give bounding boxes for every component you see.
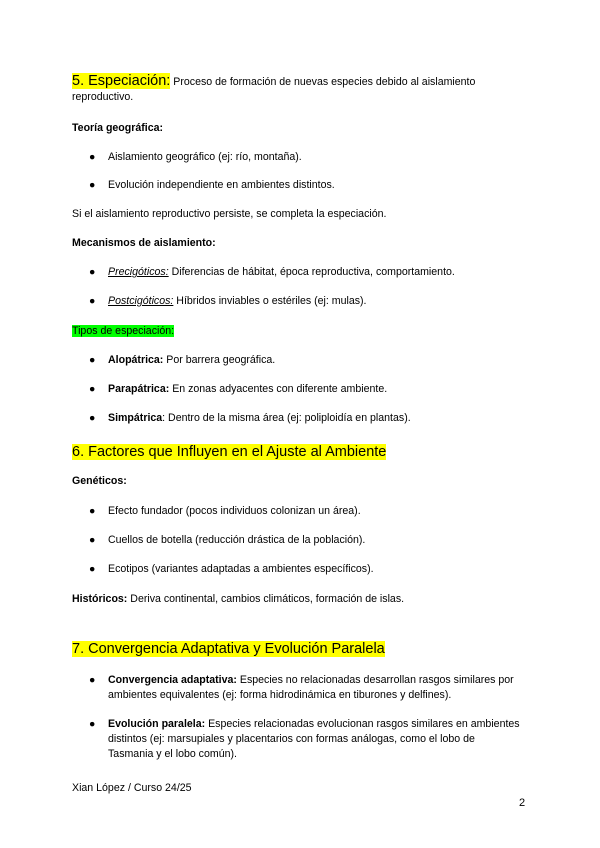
list-item-text: : Dentro de la misma área (ej: poliploidía en plantas). xyxy=(162,412,411,424)
list-item xyxy=(89,294,522,309)
persist-paragraph: Si el aislamiento reproductivo persiste, se completa la especiación. xyxy=(72,208,387,220)
bullet-icon: ● xyxy=(89,295,96,307)
bullet-icon: ● xyxy=(89,563,96,575)
bullet-icon: ● xyxy=(89,412,96,424)
term-label: Históricos: xyxy=(72,593,128,605)
section-5-description: Proceso de formación de nuevas especies debido al aislamiento reproductivo. xyxy=(72,76,476,103)
bullet-icon: ● xyxy=(89,179,96,191)
list-item xyxy=(89,717,522,762)
page-number: 2 xyxy=(519,797,526,809)
term-label: Alopátrica: xyxy=(108,354,164,366)
list-item-text: Ecotipos (variantes adaptadas a ambientes específicos). xyxy=(108,563,374,575)
list-item-text: Efecto fundador (pocos individuos colonizan un área). xyxy=(108,505,361,517)
list-item-text: Diferencias de hábitat, época reproductiva, comportamiento. xyxy=(168,266,455,278)
term-label: Parapátrica: xyxy=(108,383,170,395)
section-7-title: 7. Convergencia Adaptativa y Evolución Paralela xyxy=(72,641,385,657)
term-label: Convergencia adaptativa: xyxy=(108,674,237,686)
bullet-icon: ● xyxy=(89,674,96,686)
tipos-heading: Tipos de especiación: xyxy=(72,325,175,337)
bullet-icon: ● xyxy=(89,151,96,163)
term-label: Simpátrica xyxy=(108,412,163,424)
list-item-text: Evolución independiente en ambientes distintos. xyxy=(108,179,335,191)
bullet-icon: ● xyxy=(89,266,96,278)
teoria-heading: Teoría geográfica: xyxy=(72,122,164,134)
tipos-heading-row xyxy=(72,324,527,339)
bullet-icon: ● xyxy=(89,383,96,395)
historicos-text: Deriva continental, cambios climáticos, formación de islas. xyxy=(127,593,405,605)
section-7-title-row xyxy=(72,640,527,658)
list-item xyxy=(89,265,522,280)
bullet-icon: ● xyxy=(89,534,96,546)
list-item xyxy=(89,533,522,548)
list-item xyxy=(89,673,522,703)
section-5-title: 5. Especiación: xyxy=(72,73,171,89)
list-item xyxy=(89,411,522,426)
term-label: Precigóticos: xyxy=(108,266,169,278)
geneticos-heading: Genéticos: xyxy=(72,475,127,487)
term-label: Evolución paralela: xyxy=(108,718,206,730)
bullet-icon: ● xyxy=(89,718,96,730)
mecanismos-heading: Mecanismos de aislamiento: xyxy=(72,237,216,249)
term-label: Postcigóticos: xyxy=(108,295,174,307)
section-5-intro xyxy=(72,72,527,105)
list-item-text: Híbridos inviables o estériles (ej: mulas). xyxy=(173,295,367,307)
bullet-icon: ● xyxy=(89,354,96,366)
list-item xyxy=(89,178,522,193)
list-item xyxy=(89,353,522,368)
section-6-title: 6. Factores que Influyen en el Ajuste al Ambiente xyxy=(72,444,387,460)
historicos-paragraph xyxy=(72,592,527,607)
list-item-text: Especies no relacionadas desarrollan rasgos similares por ambientes equivalentes (ej: forma hidrodinámica en tiburones y delfines). xyxy=(108,674,514,701)
list-item-text: En zonas adyacentes con diferente ambiente. xyxy=(169,383,388,395)
bullet-icon: ● xyxy=(89,505,96,517)
page-footer: Xian López / Curso 24/25 xyxy=(72,782,192,794)
section-6-title-row xyxy=(72,443,527,461)
list-item-text: Cuellos de botella (reducción drástica de la población). xyxy=(108,534,366,546)
list-item-text: Especies relacionadas evolucionan rasgos similares en ambientes distintos (ej: marsupiales y placentarios con formas análogas, como el lobo de Tasmania y el lobo común). xyxy=(108,718,520,760)
list-item xyxy=(89,562,522,577)
list-item-text: Aislamiento geográfico (ej: río, montaña). xyxy=(108,151,302,163)
list-item xyxy=(89,382,522,397)
list-item xyxy=(89,504,522,519)
list-item xyxy=(89,150,522,165)
list-item-text: Por barrera geográfica. xyxy=(163,354,276,366)
